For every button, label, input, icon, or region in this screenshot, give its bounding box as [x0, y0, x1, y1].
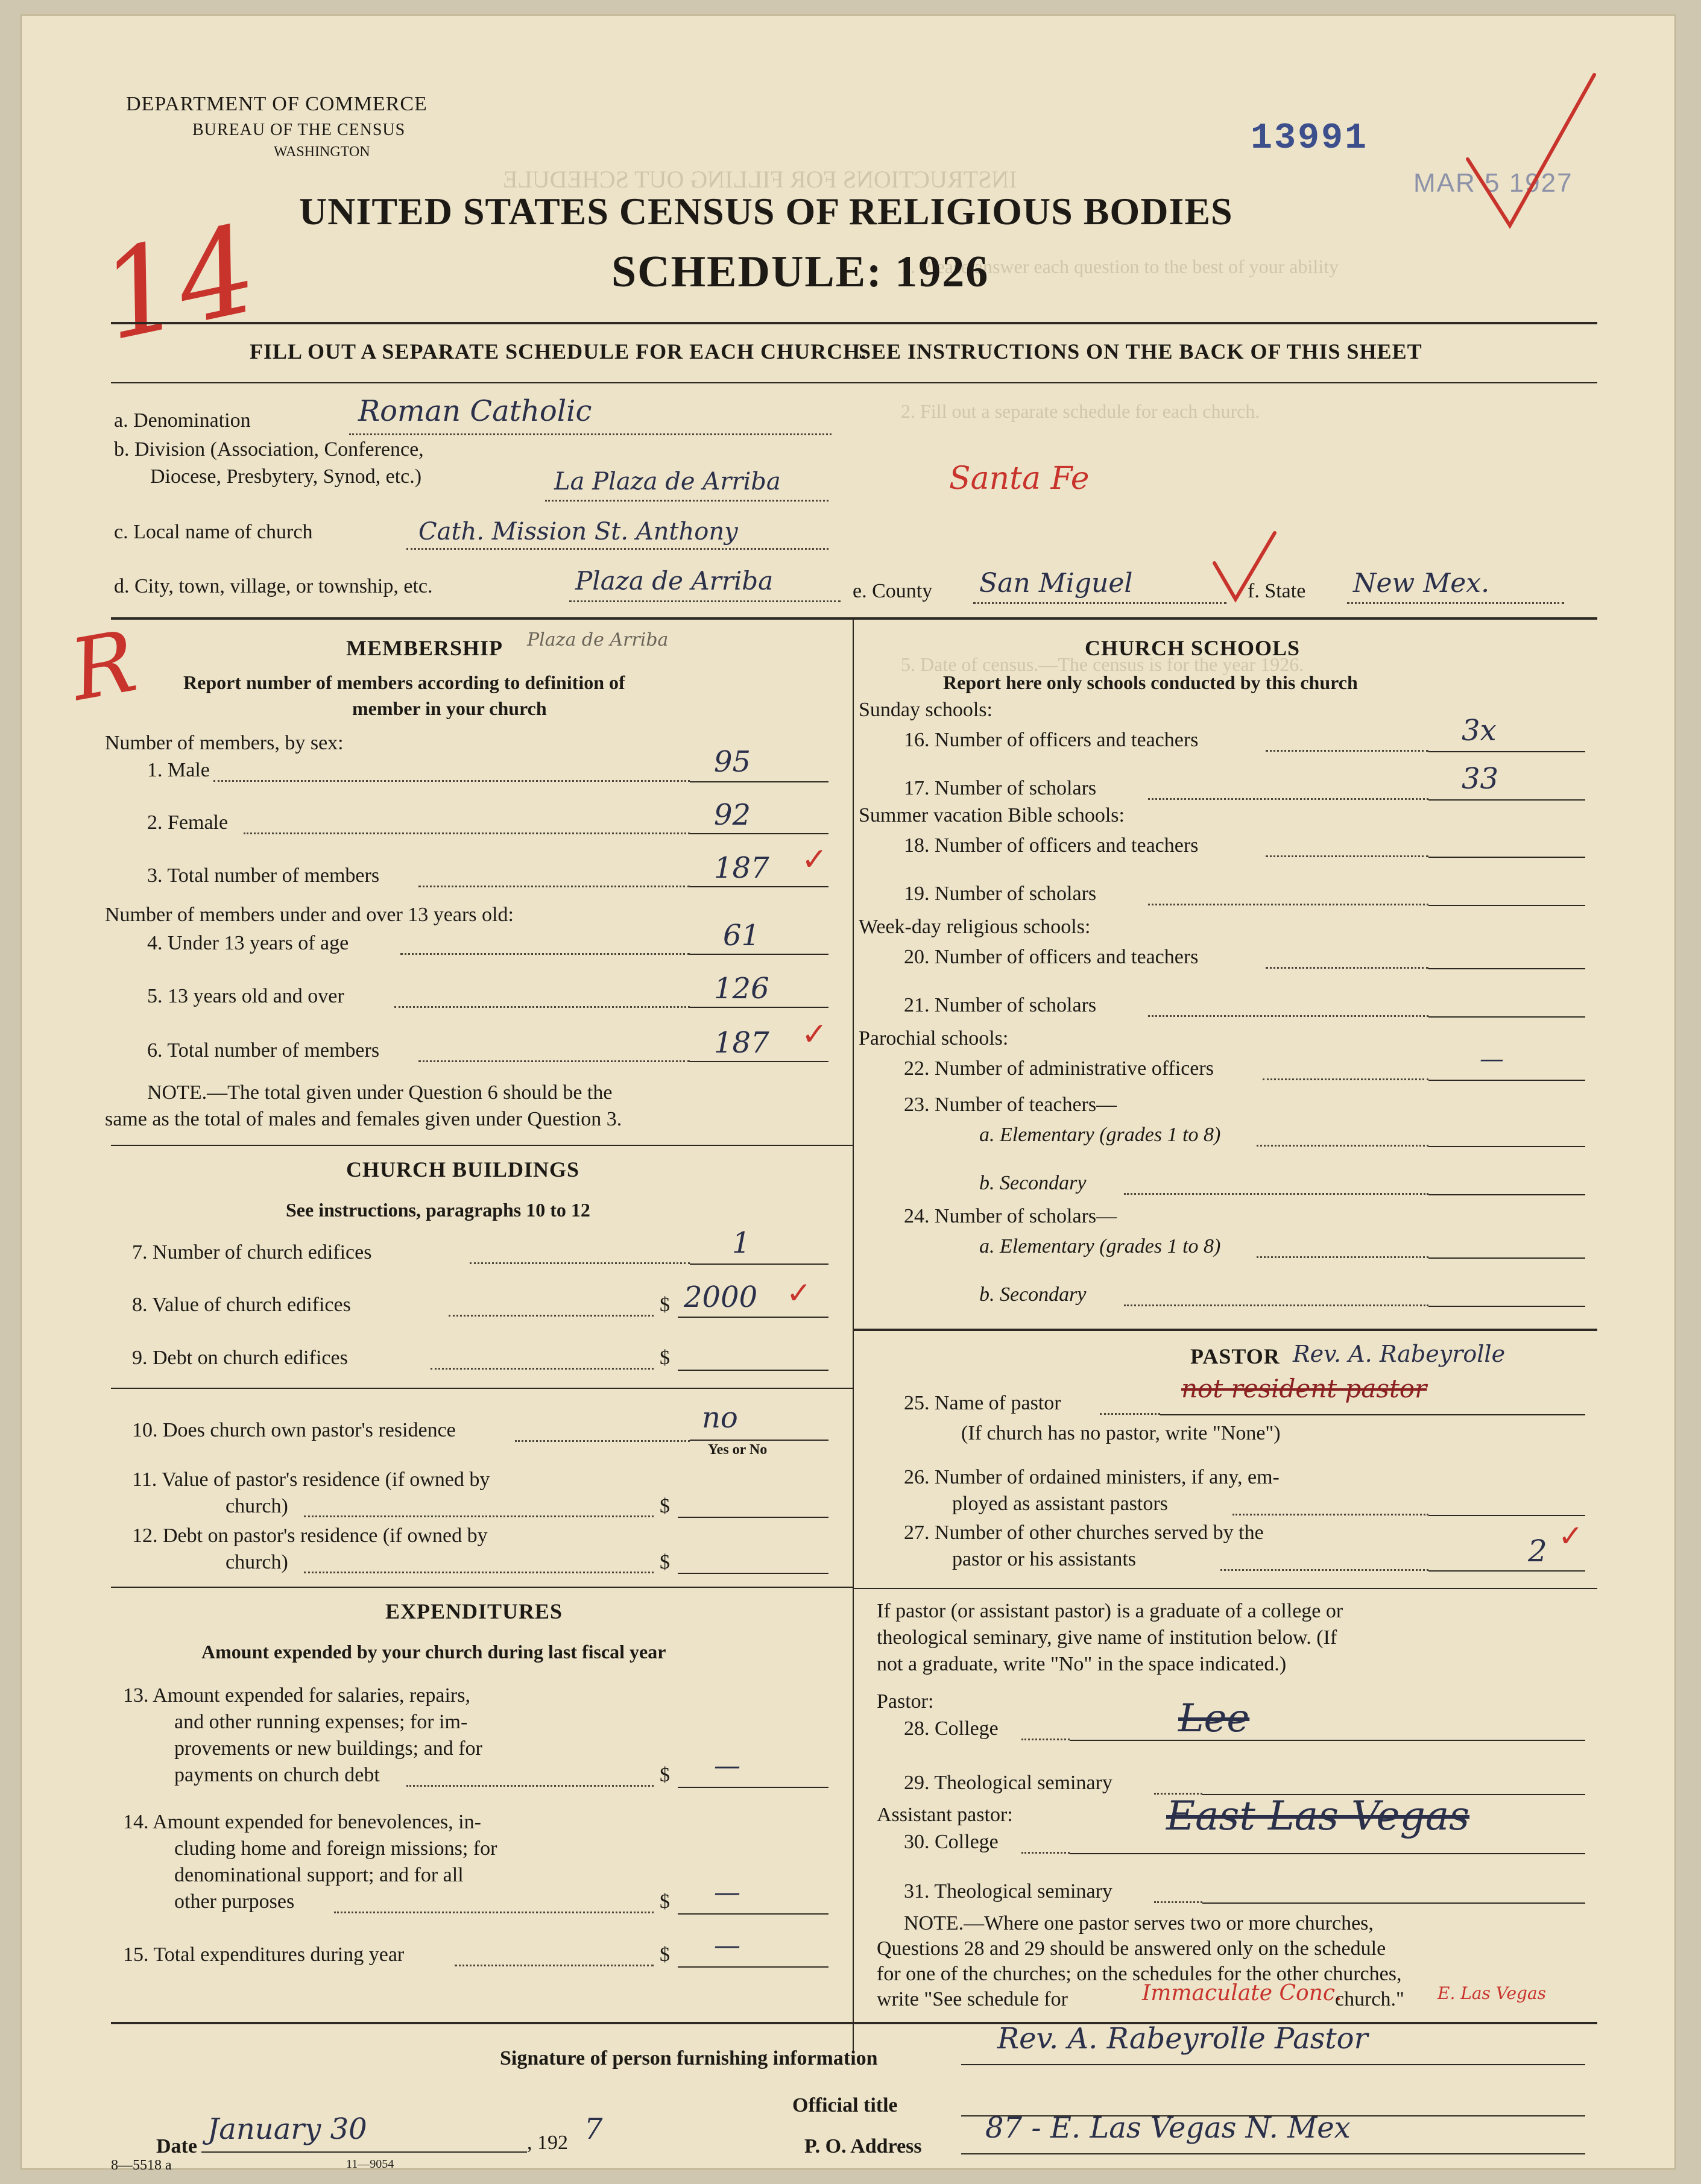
city-value[interactable]: Plaza de Arriba: [575, 566, 774, 596]
signature-label: Signature of person furnishing information: [500, 2047, 878, 2069]
q30-value[interactable]: East Las Vegas: [1166, 1793, 1470, 1839]
po-address-line: [961, 2153, 1585, 2154]
red-check-icon: ✓: [801, 843, 828, 877]
q3-value[interactable]: 187: [714, 851, 769, 885]
leader-dots: [406, 1785, 654, 1787]
answer-line: [1070, 1740, 1585, 1741]
section-rule: [111, 1587, 853, 1588]
bureau-name: BUREAU OF THE CENSUS: [192, 121, 406, 139]
answer-line: [1428, 799, 1585, 801]
year-value[interactable]: 7: [584, 2112, 603, 2146]
q11-label-cont: church): [226, 1495, 288, 1517]
leader-dots: [1263, 1078, 1428, 1080]
pastor-note-line-1: NOTE.—Where one pastor serves two or more churches,: [904, 1912, 1374, 1934]
county-value[interactable]: San Miguel: [979, 568, 1133, 599]
answer-line: [678, 1517, 828, 1518]
q13-line-3: provements or new buildings; and for: [174, 1737, 482, 1760]
leader-dots: [1257, 1256, 1428, 1258]
see-schedule-annotation: E. Las Vegas: [1437, 1983, 1547, 2003]
pastor-note-line-4: write "See schedule for: [877, 1988, 1068, 2010]
section-rule: [111, 617, 1597, 620]
answer-line: [1428, 1194, 1585, 1195]
denomination-value[interactable]: Roman Catholic: [358, 394, 592, 428]
red-check-mark: [1456, 69, 1600, 244]
q26-line-1: 26. Number of ordained ministers, if any, em-: [904, 1466, 1280, 1488]
q26-line-2: ployed as assistant pastors: [952, 1493, 1168, 1515]
q7-value[interactable]: 1: [732, 1226, 751, 1260]
q7-label: 7. Number of church edifices: [132, 1241, 372, 1264]
q17-value[interactable]: 33: [1462, 762, 1499, 796]
college-intro-line-1: If pastor (or assistant pastor) is a graduate of a college or: [877, 1600, 1343, 1622]
answer-line: [690, 781, 828, 782]
q13-line-1: 13. Amount expended for salaries, repairs,: [123, 1684, 470, 1707]
q24a-label: a. Elementary (grades 1 to 8): [979, 1235, 1221, 1257]
q21-label: 21. Number of scholars: [904, 994, 1097, 1016]
q28-label: 28. College: [904, 1717, 999, 1740]
answer-line: [690, 1264, 828, 1265]
leader-dots: [418, 1060, 690, 1062]
local-name-label: c. Local name of church: [114, 521, 313, 543]
q23-label: 23. Number of teachers—: [904, 1094, 1117, 1116]
year-prefix: , 192: [527, 2132, 568, 2154]
print-code: 11—9054: [346, 2157, 394, 2171]
pastor-subheading: Pastor:: [877, 1690, 934, 1713]
leader-dots: [418, 886, 690, 887]
red-check-icon: ✓: [786, 1276, 812, 1310]
pastor-note-line-3: for one of the churches; on the schedules for the other churches,: [877, 1963, 1402, 1985]
po-address-label: P. O. Address: [804, 2135, 922, 2157]
q1-label: 1. Male: [147, 759, 210, 781]
q9-dollar: $: [660, 1347, 670, 1369]
q11-label: 11. Value of pastor's residence (if owned by: [132, 1468, 490, 1491]
q5-value[interactable]: 126: [714, 972, 769, 1005]
answer-line: [690, 833, 828, 834]
leader-dots: [213, 780, 690, 782]
q23b-label: b. Secondary: [979, 1172, 1087, 1194]
form-title: UNITED STATES CENSUS OF RELIGIOUS BODIES: [299, 190, 1233, 233]
q14-line-1: 14. Amount expended for benevolences, in-: [123, 1811, 481, 1833]
field-line: [349, 433, 832, 435]
sunday-schools-label: Sunday schools:: [859, 699, 993, 721]
margin-mark-14: 14: [89, 199, 268, 368]
church-schools-heading: CHURCH SCHOOLS: [1085, 636, 1301, 660]
answer-line: [678, 1913, 828, 1915]
leader-dots: [334, 1912, 654, 1913]
footer-rule: [111, 2022, 1597, 2024]
q13-dollar: $: [660, 1764, 670, 1786]
answer-line: [690, 1007, 828, 1008]
field-line: [406, 548, 828, 550]
membership-intro: Report number of members according to definition of: [183, 672, 625, 693]
red-check-icon: ✓: [801, 1018, 828, 1052]
q25-value[interactable]: not resident pastor: [1181, 1374, 1427, 1403]
leader-dots: [1220, 1569, 1428, 1571]
membership-note-cont: same as the total of males and females given under Question 3.: [105, 1108, 622, 1130]
back-instructions-note: SEE INSTRUCTIONS ON THE BACK OF THIS SHEET: [859, 339, 1422, 363]
answer-line: [1428, 968, 1585, 969]
q15-dollar: $: [660, 1943, 670, 1966]
local-name-value[interactable]: Cath. Mission St. Anthony: [418, 518, 738, 546]
section-rule: [111, 1145, 853, 1146]
leader-dots: [1266, 855, 1428, 857]
q11-dollar: $: [660, 1495, 670, 1517]
division-label: b. Division (Association, Conference,: [114, 438, 424, 461]
field-line: [545, 500, 828, 502]
answer-line: [1202, 1902, 1585, 1904]
date-value[interactable]: January 30: [207, 2112, 367, 2146]
answer-line: [690, 954, 828, 955]
q29-label: 29. Theological seminary: [904, 1772, 1112, 1794]
q18-label: 18. Number of officers and teachers: [904, 834, 1199, 857]
received-date-stamp: MAR 5 1927: [1413, 168, 1573, 198]
answer-line: [1428, 1146, 1585, 1147]
bleed-through-text: 5. Date of census.—The census is for the year 1926.: [901, 653, 1304, 675]
membership-heading: MEMBERSHIP: [346, 636, 503, 660]
college-intro-line-3: not a graduate, write "No" in the space indicated.): [877, 1653, 1287, 1675]
leader-dots: [304, 1515, 654, 1517]
q24b-label: b. Secondary: [979, 1283, 1087, 1306]
leader-dots: [1124, 1193, 1428, 1195]
q14-value[interactable]: —: [714, 1877, 740, 1908]
leader-dots: [1232, 1514, 1428, 1515]
q10-label: 10. Does church own pastor's residence: [132, 1419, 456, 1441]
field-line: [973, 602, 1226, 604]
leader-dots: [244, 832, 690, 834]
census-schedule-sheet: [21, 14, 1676, 2173]
pastor-heading: PASTOR: [1190, 1344, 1280, 1368]
q16-value[interactable]: 3x: [1462, 714, 1497, 747]
leader-dots: [455, 1965, 654, 1966]
answer-line: [678, 1317, 828, 1318]
answer-line: [678, 1573, 828, 1574]
college-intro-line-2: theological seminary, give name of institution below. (If: [877, 1626, 1337, 1649]
q13-line-4: payments on church debt: [174, 1764, 380, 1786]
answer-line: [1428, 1515, 1585, 1516]
bleed-through-text: INSTRUCTIONS FOR FILLING OUT SCHEDULE: [503, 166, 1017, 193]
q9-label: 9. Debt on church edifices: [132, 1347, 348, 1369]
red-check-icon: ✓: [1558, 1519, 1583, 1553]
q28-value[interactable]: Lee: [1178, 1696, 1250, 1741]
q12-label-cont: church): [226, 1551, 288, 1573]
q12-dollar: $: [660, 1551, 670, 1573]
county-label: e. County: [853, 580, 933, 602]
answer-line: [1070, 1853, 1585, 1854]
header-rule: [111, 322, 1597, 324]
q20-label: 20. Number of officers and teachers: [904, 946, 1199, 968]
margin-mark-r: R: [63, 612, 144, 720]
answer-line: [1428, 857, 1585, 858]
pastor-name-note: Rev. A. Rabeyrolle: [1293, 1341, 1506, 1367]
church-buildings-heading: CHURCH BUILDINGS: [346, 1157, 580, 1182]
form-subtitle: SCHEDULE: 1926: [611, 247, 989, 297]
section-rule: [853, 1329, 1597, 1331]
official-title-label: Official title: [792, 2094, 898, 2116]
leader-dots: [1148, 798, 1428, 800]
answer-line: [1428, 1306, 1585, 1307]
q15-value[interactable]: —: [714, 1930, 740, 1961]
see-schedule-church-value[interactable]: Immaculate Conc.: [1142, 1981, 1342, 2006]
division-red-annotation: Santa Fe: [949, 461, 1090, 497]
answer-line: [678, 1966, 828, 1968]
answer-line: [1160, 1414, 1585, 1415]
q23a-label: a. Elementary (grades 1 to 8): [979, 1124, 1221, 1146]
q16-label: 16. Number of officers and teachers: [904, 729, 1199, 751]
q12-label: 12. Debt on pastor's residence (if owned by: [132, 1525, 488, 1547]
pastor-note-line-4-end: church.": [1335, 1988, 1404, 2010]
q3-label: 3. Total number of members: [147, 864, 380, 887]
q22-label: 22. Number of administrative officers: [904, 1057, 1214, 1080]
q2-label: 2. Female: [147, 811, 229, 834]
answer-line: [1428, 1257, 1585, 1259]
q4-value[interactable]: 61: [723, 919, 760, 952]
q10-hint: Yes or No: [708, 1442, 768, 1458]
separate-schedule-instruction: FILL OUT A SEPARATE SCHEDULE FOR EACH CHURCH.: [250, 339, 867, 363]
leader-dots: [304, 1572, 654, 1573]
expenditures-heading: EXPENDITURES: [385, 1599, 563, 1623]
leader-dots: [1100, 1413, 1160, 1415]
q24-label: 24. Number of scholars—: [904, 1205, 1117, 1227]
header-rule: [111, 382, 1597, 383]
leader-dots: [394, 1006, 690, 1008]
membership-note: NOTE.—The total given under Question 6 should be the: [147, 1081, 613, 1104]
leader-dots: [1021, 1739, 1070, 1740]
q27-line-1: 27. Number of other churches served by the: [904, 1522, 1264, 1544]
members-by-age-label: Number of members under and over 13 years old:: [105, 904, 514, 926]
weekday-schools-label: Week-day religious schools:: [859, 916, 1091, 938]
q19-label: 19. Number of scholars: [904, 883, 1097, 905]
leader-dots: [400, 953, 690, 955]
q2-value[interactable]: 92: [714, 798, 751, 832]
bureau-city: WASHINGTON: [274, 144, 370, 160]
q5-label: 5. 13 years old and over: [147, 985, 344, 1007]
leader-dots: [1148, 1015, 1428, 1017]
answer-line: [1428, 1080, 1585, 1081]
church-schools-intro: Report here only schools conducted by this church: [943, 672, 1358, 693]
serial-number-stamp: 13991: [1251, 118, 1369, 159]
state-label: f. State: [1248, 580, 1306, 602]
column-divider: [853, 617, 854, 2052]
q31-label: 31. Theological seminary: [904, 1880, 1112, 1902]
q13-value[interactable]: —: [714, 1751, 740, 1781]
denomination-label: a. Denomination: [114, 409, 251, 432]
leader-dots: [1021, 1852, 1070, 1854]
leader-dots: [470, 1262, 690, 1264]
church-buildings-instructions: See instructions, paragraphs 10 to 12: [286, 1199, 590, 1221]
answer-line: [1428, 1570, 1585, 1572]
expenditures-intro: Amount expended by your church during last fiscal year: [201, 1641, 666, 1663]
q22-value[interactable]: —: [1480, 1045, 1504, 1073]
date-line: [201, 2151, 527, 2153]
leader-dots: [1154, 1901, 1202, 1903]
q14-dollar: $: [660, 1890, 670, 1913]
answer-line: [690, 1440, 828, 1441]
q14-line-3: denominational support; and for all: [174, 1864, 464, 1886]
signature-line: [961, 2064, 1585, 2065]
field-line: [1347, 602, 1564, 604]
q6-label: 6. Total number of members: [147, 1039, 380, 1062]
leader-dots: [1266, 750, 1428, 752]
leader-dots: [1124, 1304, 1428, 1306]
answer-line: [1428, 1016, 1585, 1018]
city-label: d. City, town, village, or township, etc.: [114, 575, 433, 597]
leader-dots: [449, 1315, 654, 1317]
parochial-schools-label: Parochial schools:: [859, 1027, 1009, 1050]
q14-line-2: cluding home and foreign missions; for: [174, 1837, 497, 1860]
q30-label: 30. College: [904, 1831, 999, 1853]
q6-value[interactable]: 187: [714, 1026, 769, 1060]
division-label-cont: Diocese, Presbytery, Synod, etc.): [150, 465, 422, 488]
leader-dots: [1257, 1145, 1428, 1147]
q8-value[interactable]: 2000: [684, 1280, 758, 1314]
date-label: Date: [156, 2135, 197, 2157]
q8-label: 8. Value of church edifices: [132, 1294, 351, 1316]
q10-value[interactable]: no: [702, 1401, 738, 1435]
q27-value[interactable]: 2: [1528, 1534, 1547, 1569]
division-value[interactable]: La Plaza de Arriba: [554, 468, 781, 496]
leader-dots: [1148, 904, 1428, 905]
answer-line: [678, 1787, 828, 1788]
sub-rule: [111, 1388, 853, 1389]
assistant-pastor-subheading: Assistant pastor:: [877, 1804, 1013, 1826]
leader-dots: [1266, 967, 1428, 969]
signature-value[interactable]: Rev. A. Rabeyrolle Pastor: [997, 2022, 1368, 2056]
leader-dots: [515, 1440, 690, 1442]
q8-dollar: $: [660, 1294, 670, 1316]
answer-line: [678, 1370, 828, 1371]
form-number: 8—5518 a: [111, 2157, 172, 2173]
bleed-through-text: 2. Fill out a separate schedule for each church.: [901, 400, 1260, 422]
field-line: [569, 600, 841, 602]
sub-rule: [853, 1588, 1597, 1589]
answer-line: [1428, 905, 1585, 906]
answer-line: [1428, 751, 1585, 752]
q25-hint: (If church has no pastor, write "None"): [961, 1422, 1281, 1444]
q1-value[interactable]: 95: [714, 745, 751, 779]
po-address-value[interactable]: 87 - E. Las Vegas N. Mex: [985, 2111, 1351, 2145]
summer-schools-label: Summer vacation Bible schools:: [859, 804, 1125, 826]
answer-line: [690, 1061, 828, 1062]
q4-label: 4. Under 13 years of age: [147, 932, 349, 954]
membership-intro-cont: member in your church: [352, 697, 547, 719]
q14-line-4: other purposes: [174, 1890, 295, 1913]
state-value[interactable]: New Mex.: [1353, 568, 1490, 599]
q13-line-2: and other running expenses; for im-: [174, 1711, 468, 1733]
bleed-through-text: 1. Please answer each question to the best of your ability: [901, 256, 1339, 277]
q15-label: 15. Total expenditures during year: [123, 1943, 405, 1966]
q17-label: 17. Number of scholars: [904, 777, 1097, 799]
department-name: DEPARTMENT OF COMMERCE: [126, 93, 428, 115]
pastor-note-line-2: Questions 28 and 29 should be answered only on the schedule: [877, 1937, 1386, 1960]
q25-label: 25. Name of pastor: [904, 1392, 1061, 1414]
members-by-sex-label: Number of members, by sex:: [105, 732, 344, 754]
q27-line-2: pastor or his assistants: [952, 1548, 1137, 1570]
answer-line: [690, 886, 828, 887]
leader-dots: [431, 1368, 654, 1370]
city-note: Plaza de Arriba: [527, 629, 669, 650]
